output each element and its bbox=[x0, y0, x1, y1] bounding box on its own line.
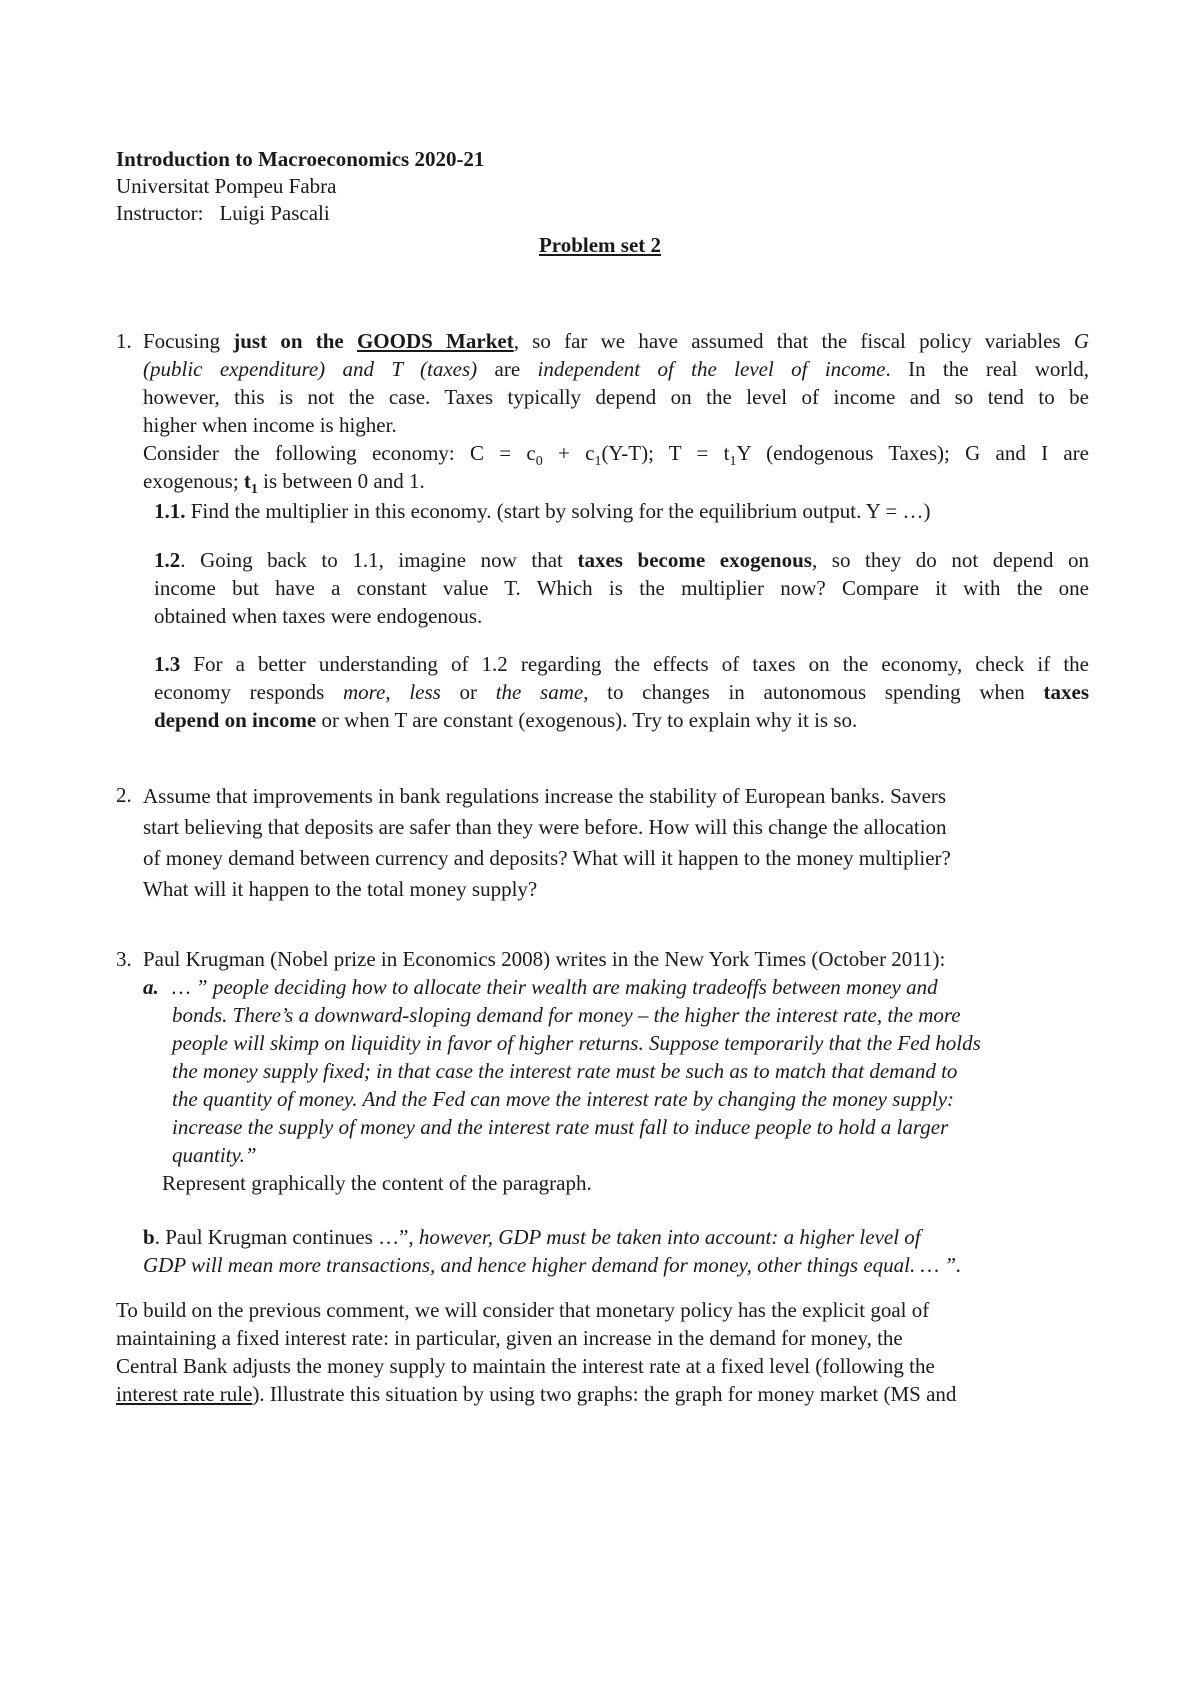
q1-economy-line: Consider the following economy: $C = c_0 + c_1(Y-T)$; $T = t_1Y$ (endogenous Taxes); G and I are bbox=[143, 441, 1089, 470]
q1-3: 1.3 For a better understanding of 1.2 regarding the effects of taxes on the economy, check if the economy responds more, less or the same, to changes in autonomous spending when taxes depend on income or when T are constant (exogenous). Try to explain why it is so. bbox=[154, 652, 1089, 732]
university-name: Universitat Pompeu Fabra bbox=[116, 174, 337, 198]
q1-line-4: higher when income is higher. bbox=[143, 413, 397, 437]
instructor-label: Instructor: bbox=[116, 201, 204, 225]
q1-2: 1.2. Going back to 1.1, imagine now that taxes become exogenous, so they do not depend on income but have a constant value T. Which is the multiplier now? Compare it with the one obtained when taxes were endogenous. bbox=[154, 548, 1090, 628]
q3-paragraph: To build on the previous comment, we will consider that monetary policy has the explicit goal of maintaining a fixed interest rate: in particular, given an increase in the demand for money, the Central Bank adjusts the money supply to maintain the interest rate at a fixed level (following the interest rate rule). Illustrate this situation by using two graphs: the graph for money market (MS and bbox=[116, 1298, 957, 1406]
course-title: Introduction to Macroeconomics 2020-21 bbox=[116, 147, 485, 171]
q1-1: 1.1. Find the multiplier in this economy. (start by solving for the equilibrium output. Y = …) bbox=[154, 499, 931, 523]
problem-set-title: Problem set 2 bbox=[538, 233, 662, 257]
q1-intro bbox=[143, 327, 1090, 498]
q3-number: 3. bbox=[116, 947, 132, 971]
q3-a-task: Represent graphically the content of the paragraph. bbox=[162, 1171, 592, 1195]
q2-text: Assume that improvements in bank regulations increase the stability of European banks. Savers start believing that deposits are safer than they were before. How will this change the allocation of money demand between currency and deposits? What will it happen to the money multiplier? What will it happen to the total money supply? bbox=[143, 784, 951, 901]
q3-a-quote: … ” people deciding how to allocate their wealth are making tradeoffs between money and bonds. There’s a downward-sloping demand for money – the higher the interest rate, the more people will skimp on liquidity in favor of higher returns. Suppose temporarily that the Fed holds the money supply fixed; in that case the interest rate must be such as to match that demand to the quantity of money. And the Fed can move the interest rate by changing the money supply: increase the supply of money and the interest rate must fall to induce people to hold a larger quantity.” bbox=[172, 975, 981, 1167]
q3-b: b. Paul Krugman continues …”, however, GDP must be taken into account: a higher level of GDP will mean more transactions, and hence higher demand for money, other things equal. … ”. bbox=[143, 1225, 962, 1277]
q1-exogenous-line: exogenous; $t_1$ is between 0 and 1. bbox=[143, 469, 425, 498]
q3-intro: Paul Krugman (Nobel prize in Economics 2008) writes in the New York Times (October 2011): bbox=[143, 947, 946, 971]
q1-line-3: however, this is not the case. Taxes typically depend on the level of income and so tend to be bbox=[143, 385, 1089, 409]
q2-number: 2. bbox=[116, 783, 132, 807]
q1-number: 1. bbox=[116, 329, 132, 353]
instructor-line bbox=[116, 199, 330, 227]
interest-rate-rule-term: interest rate rule bbox=[116, 1382, 253, 1406]
q3-a-label: a. bbox=[143, 975, 159, 999]
instructor-name: Luigi Pascali bbox=[219, 201, 330, 225]
q1-line-2: (public expenditure) and T (taxes) are independent of the level of income. In the real world, bbox=[143, 357, 1089, 381]
q1-line-1: Focusing just on the GOODS Market, so far we have assumed that the fiscal policy variables G bbox=[143, 329, 1090, 353]
